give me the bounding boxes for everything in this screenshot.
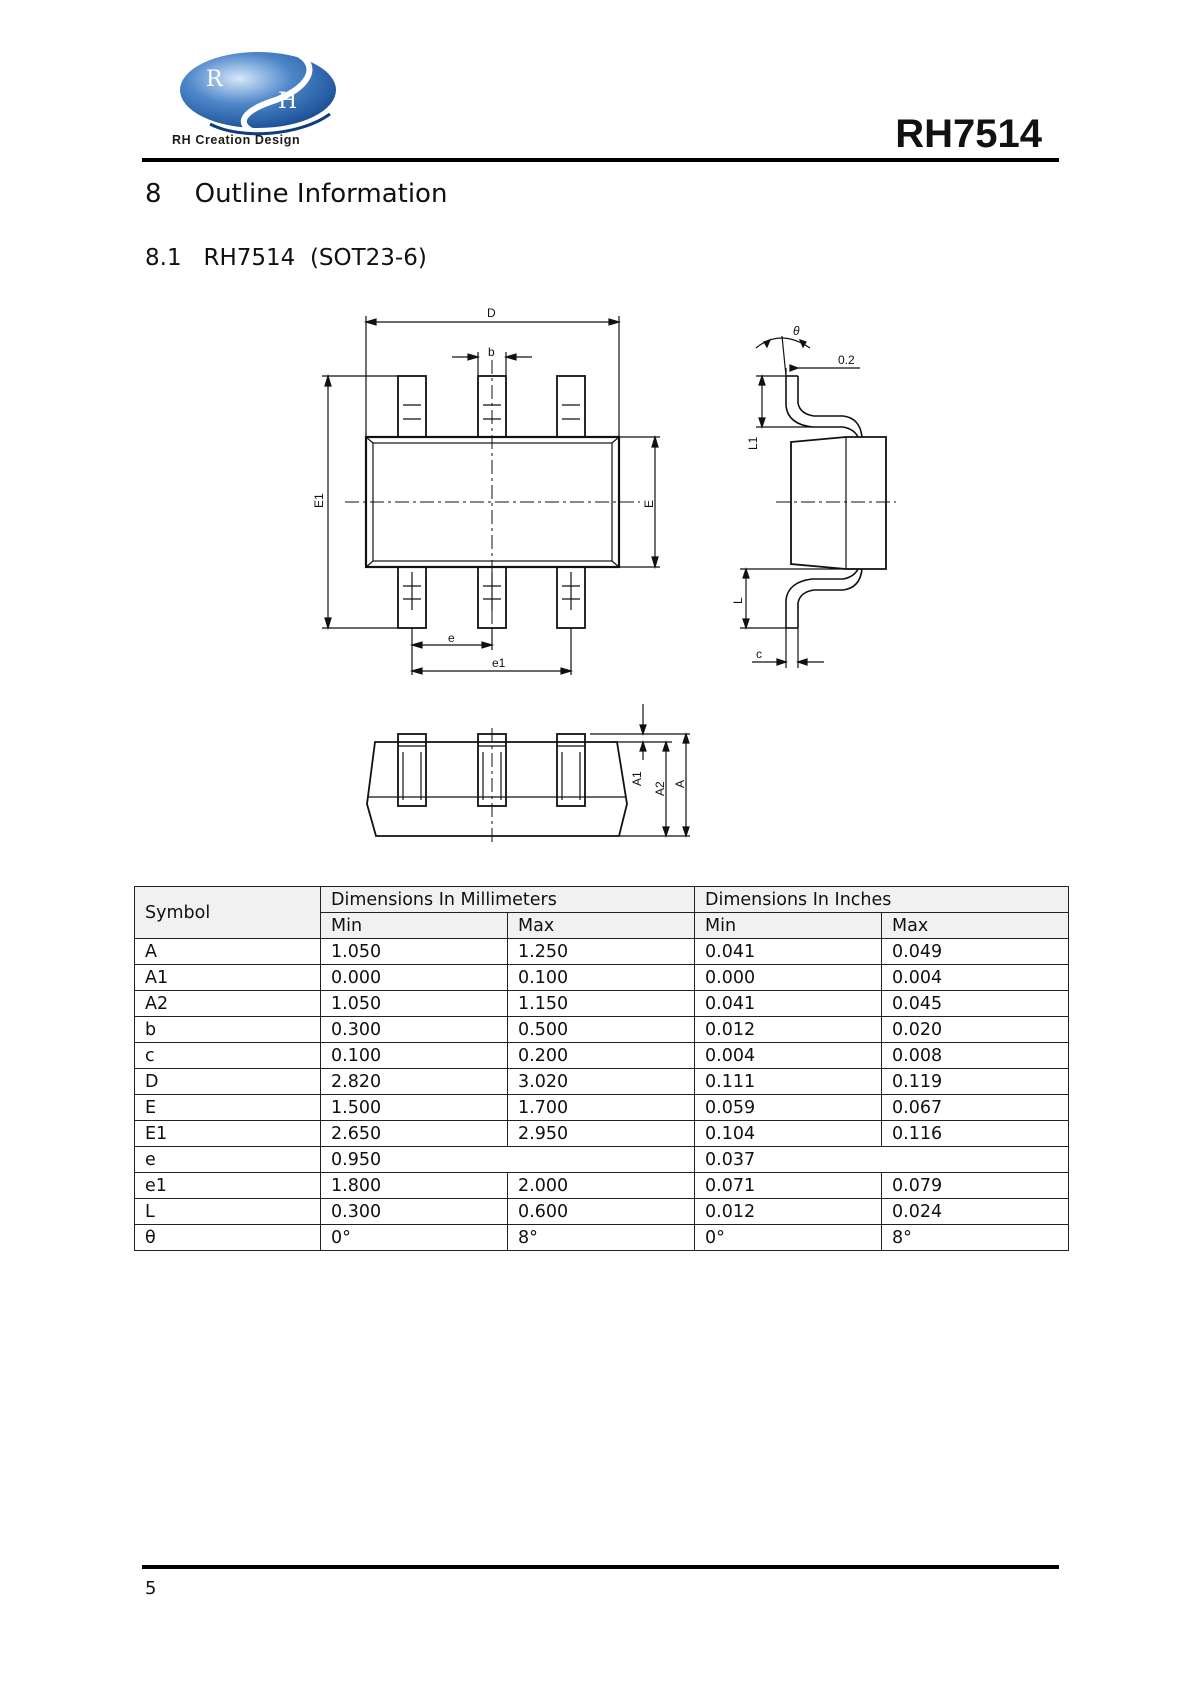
table-body [135,939,1069,1251]
table-row [135,991,1069,1017]
table-row [135,965,1069,991]
dim-label-e1: e1 [492,656,506,670]
inch-max-cell: 0.116 [882,1121,1069,1147]
inch-min-cell: 0.012 [695,1199,882,1225]
top-lead-3 [557,376,585,437]
logo-letter-r: R [206,67,223,92]
inch-max-header: Max [882,913,1069,939]
document-title: RH7514 [895,112,1042,156]
upper-lead [786,376,858,437]
side-view [731,324,896,668]
symbol-cell: b [135,1017,321,1043]
inch-min-cell: 0.041 [695,939,882,965]
mm-min-cell: 1.050 [321,991,508,1017]
mm-max-cell: 0.600 [508,1199,695,1225]
table-row [135,1095,1069,1121]
table-row [135,1043,1069,1069]
symbol-cell: A [135,939,321,965]
table-row [135,1017,1069,1043]
mm-max-cell: 0.500 [508,1017,695,1043]
inch-min-cell: 0.000 [695,965,882,991]
dim-label-b: b [488,345,495,359]
mm-min-cell: 0.100 [321,1043,508,1069]
mm-min-cell: 0.300 [321,1199,508,1225]
front-lead-3 [557,734,585,806]
table-row [135,1069,1069,1095]
dim-label-l: L [731,597,745,604]
inch-max-cell: 0.079 [882,1173,1069,1199]
table-row [135,1199,1069,1225]
symbol-cell: e1 [135,1173,321,1199]
inch-max-cell: 0.067 [882,1095,1069,1121]
inch-max-cell: 8° [882,1225,1069,1251]
inch-max-cell: 0.045 [882,991,1069,1017]
symbol-header: Symbol [135,887,321,939]
mm-max-header: Max [508,913,695,939]
dim-label-c: c [756,647,762,661]
section-heading: 8 Outline Information [145,179,448,209]
inch-max-cell: 0.049 [882,939,1069,965]
table-header [135,887,1069,939]
dim-label-a: A [673,779,687,788]
table-row [135,939,1069,965]
inch-max-cell: 0.119 [882,1069,1069,1095]
table-row [135,1147,1069,1173]
dim-label-e: e [448,631,455,645]
mm-min-cell: 0° [321,1225,508,1251]
front-lead-1 [398,734,426,806]
inch-min-cell: 0.004 [695,1043,882,1069]
inch-min-cell: 0.059 [695,1095,882,1121]
mm-max-cell: 2.950 [508,1121,695,1147]
top-lead-1 [398,376,426,437]
mm-min-header: Min [321,913,508,939]
mm-value-cell: 0.950 [321,1147,695,1173]
inch-max-cell: 0.008 [882,1043,1069,1069]
inch-min-header: Min [695,913,882,939]
symbol-cell: A2 [135,991,321,1017]
symbol-cell: E [135,1095,321,1121]
mm-header: Dimensions In Millimeters [321,887,695,913]
mm-max-cell: 0.200 [508,1043,695,1069]
dim-label-a2: A2 [653,781,667,796]
logo-letter-h: H [278,89,298,114]
dim-label-d: D [487,306,496,320]
inch-min-cell: 0.104 [695,1121,882,1147]
table-header-row [135,887,1069,913]
front-view [367,704,690,845]
table-row [135,1173,1069,1199]
mm-max-cell: 1.700 [508,1095,695,1121]
symbol-cell: E1 [135,1121,321,1147]
inch-value-cell: 0.037 [695,1147,1069,1173]
inch-min-cell: 0.012 [695,1017,882,1043]
lower-lead [786,569,858,628]
dim-label-a1: A1 [630,771,644,786]
symbol-cell: c [135,1043,321,1069]
symbol-cell: θ [135,1225,321,1251]
mm-min-cell: 0.000 [321,965,508,991]
dim-label-gauge: 0.2 [838,353,855,367]
mm-min-cell: 0.300 [321,1017,508,1043]
inch-max-cell: 0.004 [882,965,1069,991]
dim-label-theta: θ [793,324,800,338]
symbol-cell: L [135,1199,321,1225]
mm-max-cell: 3.020 [508,1069,695,1095]
symbol-cell: A1 [135,965,321,991]
mm-max-cell: 1.250 [508,939,695,965]
inch-min-cell: 0.071 [695,1173,882,1199]
mm-max-cell: 2.000 [508,1173,695,1199]
side-view-body [791,437,886,569]
dim-label-l1: L1 [746,436,760,450]
mm-min-cell: 2.820 [321,1069,508,1095]
top-view [312,306,660,675]
mm-max-cell: 1.150 [508,991,695,1017]
page-number: 5 [145,1578,157,1599]
inch-max-cell: 0.020 [882,1017,1069,1043]
inch-min-cell: 0° [695,1225,882,1251]
mm-min-cell: 1.500 [321,1095,508,1121]
front-lead-2 [478,734,506,806]
front-view-body [367,742,627,836]
dim-label-e-vertical: E [642,499,656,508]
mm-max-cell: 8° [508,1225,695,1251]
symbol-cell: D [135,1069,321,1095]
inch-max-cell: 0.024 [882,1199,1069,1225]
dimension-table [134,886,1069,1251]
dim-label-e1-vertical: E1 [312,493,326,508]
logo-caption: RH Creation Design [172,133,301,147]
symbol-cell: e [135,1147,321,1173]
footer-rule [142,1565,1059,1569]
table-row [135,1121,1069,1147]
inch-min-cell: 0.041 [695,991,882,1017]
mm-min-cell: 1.800 [321,1173,508,1199]
mm-min-cell: 1.050 [321,939,508,965]
table-row [135,1225,1069,1251]
inch-min-cell: 0.111 [695,1069,882,1095]
inch-header: Dimensions In Inches [695,887,1069,913]
mm-min-cell: 2.650 [321,1121,508,1147]
subsection-heading: 8.1 RH7514 (SOT23-6) [145,245,427,271]
mm-max-cell: 0.100 [508,965,695,991]
